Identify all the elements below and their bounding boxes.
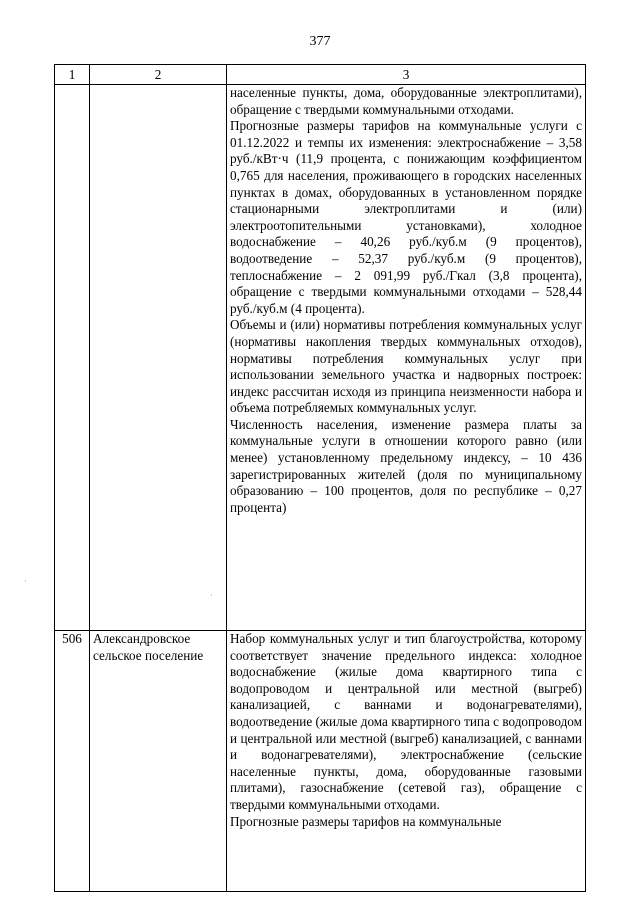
description-paragraph: Прогнозные размеры тарифов на коммунальные услуги с 01.12.2022 и темпы их изменения: электроснабжение – 3,58 руб./кВт·ч (11,9 процента, с понижающим коэффициентом 0,765 для населения, проживающего в городских населенных пунктах в домах, оборудованных в установленном порядке стационарными электроплитами и (или) электроотопительными установками), холодное водоснабжение – 40,26 руб./куб.м (9 процентов), водоотведение – 52,37 руб./куб.м (9 процентов), теплоснабжение – 2 091,99 руб./Гкал (3,8 процента), обращение с твердыми коммунальными отходами – 528,44 руб./куб.м (4 процента).: [230, 118, 582, 316]
column-header-number: 1: [55, 65, 90, 85]
table-row: [55, 85, 586, 631]
row-name-cell: Александровское сельское поселение: [90, 631, 227, 892]
row-number-cell: [55, 85, 90, 631]
scan-speck: ·: [210, 591, 213, 600]
description-paragraph: Объемы и (или) нормативы потребления коммунальных услуг (нормативы накопления твердых коммунальных отходов), нормативы потребления коммунальных услуг при использовании земельного участка и надворных построек: индекс рассчитан исходя из принципа неизменности набора и объема потребляемых коммунальных услуг.: [230, 317, 582, 416]
row-number-cell: 506: [55, 631, 90, 892]
table-header-row: [55, 65, 586, 85]
column-header-description: 3: [227, 65, 586, 85]
description-paragraph: Набор коммунальных услуг и тип благоустройства, которому соответствует значение предельного индекса: холодное водоснабжение (жилые дома квартирного типа с водопроводом и центральной или местной (выгреб) канализацией, с ваннами и водонагревателями), водоотведение (жилые дома квартирного типа с водопроводом и центральной или местной (выгреб) канализацией, с ваннами и водонагревателями), электроснабжение (сельские населенные пункты, дома, оборудованные газовыми плитами), газоснабжение (сетевой газ), обращение с твердыми коммунальными отходами.: [230, 631, 582, 812]
scan-speck: ·: [24, 577, 27, 586]
description-paragraph: Прогнозные размеры тарифов на коммунальные: [230, 813, 502, 829]
row-description-cell: [227, 631, 586, 892]
row-name-cell: [90, 85, 227, 631]
column-header-name: 2: [90, 65, 227, 85]
tariff-table: [54, 64, 586, 892]
page-number: 377: [309, 34, 331, 49]
description-paragraph: Численность населения, изменение размера платы за коммунальные услуги в отношении которого равно (или менее) установленному предельному индексу, – 10 436 зарегистрированных жителей (доля по муниципальному образованию – 100 процентов, доля по республике – 0,27 процента): [230, 416, 582, 515]
row-description-cell: [227, 85, 586, 631]
table-row: [55, 631, 586, 892]
description-paragraph: населенные пункты, дома, оборудованные электроплитами), обращение с твердыми коммунальными отходами.: [230, 85, 582, 117]
